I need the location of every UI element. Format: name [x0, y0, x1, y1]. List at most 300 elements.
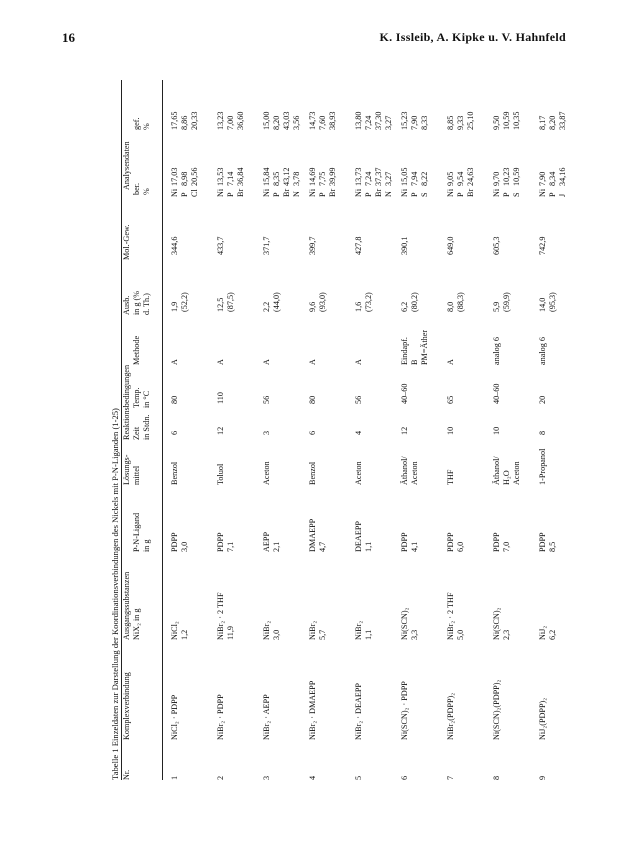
cell-ligand	[308, 519, 328, 552]
cell-line: NiBr₂ · AEPP	[262, 694, 271, 740]
cell-line: Br	[328, 188, 337, 197]
cell-line: 2,2	[262, 301, 271, 312]
cell-line: Aceton	[512, 461, 521, 485]
cell-line: 56	[262, 395, 271, 404]
cell-line: (87,5)	[226, 292, 235, 312]
cell-temp	[492, 384, 502, 404]
cell-line: A	[308, 359, 317, 365]
cell-temp	[354, 396, 364, 404]
cell-line: Cl	[190, 189, 199, 197]
cell-zeit	[216, 427, 226, 435]
cell-line: NiBr₂	[262, 620, 271, 640]
cell-zeit	[170, 431, 180, 435]
cell-line: 15,23	[400, 111, 409, 130]
cell-line: 10,59	[512, 167, 521, 186]
cell-line: P	[502, 192, 511, 197]
cell-nr	[308, 776, 318, 780]
cell-line: P	[456, 192, 465, 197]
cell-methode	[216, 359, 226, 365]
cell-ausb	[446, 292, 466, 312]
cell-ausgang	[538, 626, 558, 640]
cell-gef	[400, 112, 430, 130]
cell-ber	[308, 168, 338, 186]
cell-line: 3,56	[292, 115, 301, 130]
cell-line: 2,3	[502, 629, 511, 640]
cell-line: Br	[282, 188, 291, 197]
cell-line: NiBr₂(PDPP)₂	[446, 692, 455, 740]
cell-line: Aceton	[262, 461, 271, 485]
cell-line: H₂O	[502, 470, 511, 485]
cell-line: analog 6	[538, 337, 547, 365]
cell-line: NiCl₂	[170, 621, 179, 640]
cell-zeit	[446, 427, 456, 435]
cell-ber	[262, 168, 302, 186]
cell-zeit	[400, 427, 410, 435]
cell-temp	[170, 396, 180, 404]
cell-line: 40–60	[400, 383, 409, 404]
cell-line: 7,75	[318, 171, 327, 186]
cell-line: 1,9	[170, 301, 179, 312]
cell-nr	[216, 776, 226, 780]
cell-line: Benzol	[170, 461, 179, 485]
cell-line: NiCl₂ · PDPP	[170, 694, 179, 740]
cell-komplex	[400, 681, 410, 740]
cell-line: analog 6	[492, 337, 501, 365]
cell-loesung	[354, 461, 364, 485]
cell-line: B	[410, 359, 419, 365]
cell-ber-el	[492, 189, 522, 197]
cell-zeit	[262, 431, 272, 435]
cell-gef	[354, 112, 394, 130]
cell-gef	[492, 112, 522, 130]
cell-temp	[538, 396, 548, 404]
cell-komplex	[216, 694, 226, 740]
cell-line: (44,0)	[272, 292, 281, 312]
page-number: 16	[62, 30, 75, 45]
cell-ausb	[400, 292, 420, 312]
cell-line: 11,9	[226, 625, 235, 640]
cell-line: 9,6	[308, 301, 317, 312]
cell-line: (93,0)	[318, 292, 327, 312]
cell-line: 7,90	[410, 115, 419, 130]
cell-line: 4	[354, 430, 363, 435]
cell-methode	[262, 359, 272, 365]
cell-line: Ni	[446, 188, 455, 197]
cell-line: 43,12	[282, 167, 291, 186]
header-ausb: Ausb. in g (% d. Th.)	[122, 290, 151, 315]
cell-line: 6,0	[456, 541, 465, 552]
cell-line: P	[318, 192, 327, 197]
cell-komplex	[262, 694, 272, 740]
cell-line: P	[548, 192, 557, 197]
cell-ausb	[538, 292, 558, 312]
cell-line: A	[170, 359, 179, 365]
cell-line: PDPP	[492, 532, 501, 552]
cell-ber	[216, 168, 246, 186]
cell-line: 1,1	[364, 541, 373, 552]
cell-line: 8,0	[446, 301, 455, 312]
cell-line: 17,65	[170, 111, 179, 130]
cell-line: 110	[216, 392, 225, 404]
cell-line: Ni(SCN)₂(PDPP)₂	[492, 679, 501, 740]
cell-ausgang	[262, 621, 282, 640]
cell-line: 9	[538, 775, 547, 780]
cell-ausb	[216, 292, 236, 312]
cell-line: 8,20	[548, 115, 557, 130]
cell-line: 36,60	[236, 111, 245, 130]
cell-line: 4,7	[318, 541, 327, 552]
cell-line: PDPP	[170, 532, 179, 552]
cell-ligand	[400, 532, 420, 552]
cell-komplex	[170, 695, 180, 740]
cell-line: Eindapf.	[400, 337, 409, 365]
cell-ber-el	[538, 189, 568, 197]
cell-nr	[400, 776, 410, 780]
cell-ber-el	[400, 189, 430, 197]
cell-line: A	[216, 359, 225, 365]
cell-line: PM=Äther	[420, 329, 429, 365]
cell-gef	[170, 112, 200, 130]
cell-line: 14,0	[538, 297, 547, 312]
cell-line: 2,1	[272, 541, 281, 552]
cell-line: 14,69	[308, 167, 317, 186]
cell-loesung	[216, 464, 226, 485]
cell-line: 742,9	[538, 236, 547, 255]
cell-line: 3,0	[180, 541, 189, 552]
cell-line: N	[292, 191, 301, 197]
cell-loesung	[262, 461, 272, 485]
cell-line: N	[384, 191, 393, 197]
cell-line: Toluol	[216, 463, 225, 485]
cell-ber	[492, 168, 522, 186]
cell-line: A	[446, 359, 455, 365]
cell-line: 399,7	[308, 236, 317, 255]
cell-loesung	[308, 462, 318, 485]
cell-line: 3	[262, 430, 271, 435]
cell-nr	[446, 776, 456, 780]
cell-line: PDPP	[400, 532, 409, 552]
header-reakt: Reaktionsbedingungen	[122, 364, 131, 440]
cell-line: P	[226, 192, 235, 197]
cell-line: 7,00	[226, 115, 235, 130]
cell-line: 37,37	[374, 167, 383, 186]
cell-line: 13,23	[216, 111, 225, 130]
cell-line: PDPP	[446, 532, 455, 552]
cell-line: 1,1	[364, 629, 373, 640]
header-analysen: Analysendaten	[122, 141, 131, 190]
cell-gef	[308, 112, 338, 130]
cell-loesung	[538, 449, 548, 485]
cell-line: 10,35	[512, 111, 521, 130]
cell-line: 9,50	[492, 115, 501, 130]
cell-ligand	[216, 532, 236, 552]
cell-molgew	[354, 237, 364, 255]
cell-methode	[492, 337, 502, 365]
cell-line: 8	[492, 775, 501, 780]
cell-line: 5,7	[318, 629, 327, 640]
cell-line: 12	[216, 426, 225, 435]
cell-loesung	[170, 462, 180, 485]
cell-line: (59,9)	[502, 292, 511, 312]
cell-line: 6	[308, 430, 317, 435]
cell-molgew	[400, 237, 410, 255]
cell-line: A	[262, 359, 271, 365]
cell-line: 43,03	[282, 111, 291, 130]
cell-ber-el	[170, 189, 200, 197]
cell-molgew	[170, 237, 180, 255]
header-gef: gef. %	[132, 117, 151, 130]
running-head: K. Issleib, A. Kipke u. V. Hahnfeld	[379, 30, 566, 44]
cell-ausgang	[354, 621, 374, 640]
cell-methode	[354, 359, 364, 365]
cell-line: Aceton	[410, 461, 419, 485]
cell-temp	[400, 384, 410, 404]
cell-line: 1,2	[180, 629, 189, 640]
cell-line: 8,5	[548, 541, 557, 552]
cell-line: 371,7	[262, 236, 271, 255]
cell-ber	[446, 168, 476, 186]
cell-nr	[538, 776, 548, 780]
cell-loesung	[446, 470, 456, 485]
cell-line: Ni(SCN)₂ · PDPP	[400, 681, 409, 740]
cell-line: 20,56	[190, 167, 199, 186]
cell-ausgang	[400, 608, 420, 640]
cell-nr	[262, 776, 272, 780]
cell-ber-el	[446, 189, 476, 197]
cell-line: NiBr₂	[308, 620, 317, 640]
table-caption: Tabelle 1 Einzeldaten zur Darstellung der Koordinationsverbindungen des Nickels mit P-N-Liganden (1-25)	[110, 408, 120, 780]
cell-line: 7,1	[226, 541, 235, 552]
cell-line: 6,2	[400, 301, 409, 312]
cell-line: 80	[170, 395, 179, 404]
cell-line: Benzol	[308, 461, 317, 485]
cell-line: (80,2)	[410, 292, 419, 312]
cell-line: 7,0	[502, 541, 511, 552]
cell-line: Br	[466, 188, 475, 197]
cell-line: 3,78	[292, 171, 301, 186]
cell-gef	[216, 112, 246, 130]
cell-line: 2	[216, 775, 225, 780]
cell-line: 5,9	[492, 301, 501, 312]
cell-ausgang	[446, 592, 466, 640]
header-nr: Nr.	[122, 769, 131, 780]
cell-line: 56	[354, 395, 363, 404]
header-molgew: Mol.-Gew.	[122, 224, 131, 260]
cell-molgew	[262, 237, 272, 255]
cell-line: 24,63	[466, 167, 475, 186]
cell-line: 36,84	[236, 167, 245, 186]
cell-line: 5,0	[456, 629, 465, 640]
cell-line: 17,03	[170, 167, 179, 186]
cell-line: 38,93	[328, 111, 337, 130]
cell-gef	[538, 112, 568, 130]
cell-line: 65	[446, 395, 455, 404]
cell-ber-el	[354, 189, 394, 197]
cell-line: 10,23	[502, 167, 511, 186]
cell-line: Äthanol/	[400, 456, 409, 485]
cell-line: 7,24	[364, 171, 373, 186]
cell-line: 37,30	[374, 111, 383, 130]
cell-line: Ni	[170, 188, 179, 197]
cell-line: (88,3)	[456, 292, 465, 312]
cell-line: NiJ₂	[538, 625, 547, 640]
cell-line: P	[410, 192, 419, 197]
cell-line: 390,1	[400, 236, 409, 255]
cell-line: 7,90	[538, 171, 547, 186]
cell-line: 4,1	[410, 541, 419, 552]
cell-molgew	[538, 237, 548, 255]
cell-line: PDPP	[538, 532, 547, 552]
header-zeit: Zeit in Stdn.	[132, 414, 151, 440]
cell-line: 8,34	[548, 171, 557, 186]
cell-line: 7,60	[318, 115, 327, 130]
cell-line: Ni(SCN)₂	[400, 607, 409, 640]
cell-line: 13,80	[354, 111, 363, 130]
cell-line: NiJ₂(PDPP)₂	[538, 697, 547, 740]
cell-line: 9,54	[456, 171, 465, 186]
cell-line: J	[558, 193, 567, 197]
cell-line: (95,3)	[548, 292, 557, 312]
cell-komplex	[538, 698, 548, 740]
cell-methode	[308, 359, 318, 365]
cell-komplex	[446, 693, 456, 740]
cell-komplex	[308, 681, 318, 740]
header-ligand: P-N-Ligand in g	[132, 512, 151, 552]
cell-line: 10	[446, 426, 455, 435]
header-komplex: Komplexverbindung	[122, 672, 131, 740]
cell-ber-el	[308, 189, 338, 197]
cell-line: PDPP	[216, 532, 225, 552]
cell-line: 20,33	[190, 111, 199, 130]
cell-line: Br	[236, 188, 245, 197]
cell-line: 3,27	[384, 115, 393, 130]
cell-methode	[170, 359, 180, 365]
cell-molgew	[216, 237, 226, 255]
cell-temp	[308, 396, 318, 404]
cell-line: 20	[538, 395, 547, 404]
header-methode: Methode	[132, 335, 141, 365]
cell-loesung	[492, 456, 522, 485]
cell-line: 10	[492, 426, 501, 435]
cell-line: Ni	[216, 188, 225, 197]
cell-line: NiBr₂ · 2 THF	[216, 592, 225, 640]
cell-line: 14,73	[308, 111, 317, 130]
cell-ligand	[262, 532, 282, 552]
cell-line: 344,6	[170, 236, 179, 255]
cell-line: Äthanol/	[492, 456, 501, 485]
cell-line: 649,0	[446, 236, 455, 255]
cell-line: THF	[446, 469, 455, 485]
cell-ausb	[308, 292, 328, 312]
cell-ber	[538, 168, 568, 186]
cell-line: 3	[262, 775, 271, 780]
cell-line: 39,99	[328, 167, 337, 186]
cell-ausb	[170, 292, 190, 312]
cell-line: Ni	[262, 188, 271, 197]
cell-zeit	[492, 427, 502, 435]
cell-line: 10,59	[502, 111, 511, 130]
cell-line: 6,2	[548, 629, 557, 640]
cell-line: 8,35	[272, 171, 281, 186]
cell-line: 9,70	[492, 171, 501, 186]
cell-gef	[446, 112, 476, 130]
cell-line: Ni(SCN)₂	[492, 607, 501, 640]
cell-ausgang	[308, 621, 328, 640]
cell-line: 5	[354, 775, 363, 780]
cell-line: 6	[400, 775, 409, 780]
cell-ausgang	[216, 592, 236, 640]
cell-molgew	[308, 237, 318, 255]
header-temp: Temp. in °C	[132, 387, 151, 408]
cell-line: DEAEPP	[354, 521, 363, 552]
cell-line: 8,20	[272, 115, 281, 130]
cell-ligand	[538, 532, 558, 552]
cell-ligand	[446, 532, 466, 552]
cell-line: 25,10	[466, 111, 475, 130]
cell-nr	[170, 776, 180, 780]
rotated-table	[110, 80, 575, 780]
cell-ausgang	[492, 608, 512, 640]
cell-line: Br	[374, 188, 383, 197]
cell-temp	[446, 396, 456, 404]
cell-line: 8,17	[538, 115, 547, 130]
cell-line: (52,2)	[180, 292, 189, 312]
cell-line: 9,05	[446, 171, 455, 186]
cell-line: NiBr₂ · PDPP	[216, 694, 225, 740]
cell-line: 3,3	[410, 629, 419, 640]
cell-ausgang	[170, 621, 190, 640]
cell-line: P	[272, 192, 281, 197]
cell-ligand	[354, 521, 374, 552]
cell-line: 12	[400, 426, 409, 435]
cell-line: 7	[446, 775, 455, 780]
cell-ausb	[354, 292, 374, 312]
cell-line: 40–60	[492, 383, 501, 404]
cell-zeit	[354, 431, 364, 435]
cell-line: 1,6	[354, 301, 363, 312]
cell-ligand	[170, 532, 190, 552]
cell-zeit	[538, 431, 548, 435]
cell-line: A	[354, 359, 363, 365]
cell-line: 1	[170, 775, 179, 780]
cell-komplex	[354, 683, 364, 740]
cell-line: 8,33	[420, 115, 429, 130]
cell-line: 34,16	[558, 167, 567, 186]
cell-line: 13,53	[216, 167, 225, 186]
cell-line: 4	[308, 775, 317, 780]
cell-loesung	[400, 456, 420, 485]
cell-line: 427,8	[354, 236, 363, 255]
header-ber: ber. %	[132, 182, 151, 195]
header-loesung: Lösungs- mittel	[122, 454, 141, 485]
cell-ligand	[492, 532, 512, 552]
cell-line: Ni	[492, 188, 501, 197]
cell-line: 8,22	[420, 171, 429, 186]
cell-line: 6	[170, 430, 179, 435]
cell-line: NiBr₂	[354, 620, 363, 640]
cell-molgew	[446, 237, 456, 255]
cell-methode	[538, 337, 548, 365]
cell-line: 15,05	[400, 167, 409, 186]
cell-ausb	[262, 292, 282, 312]
cell-line: 1-Propanol	[538, 448, 547, 485]
cell-line: Ni	[308, 188, 317, 197]
cell-ber	[170, 168, 200, 186]
cell-line: 8,98	[180, 171, 189, 186]
cell-line: NiBr₂ · DEAEPP	[354, 683, 363, 740]
cell-line: 15,00	[262, 111, 271, 130]
cell-line: 433,7	[216, 236, 225, 255]
